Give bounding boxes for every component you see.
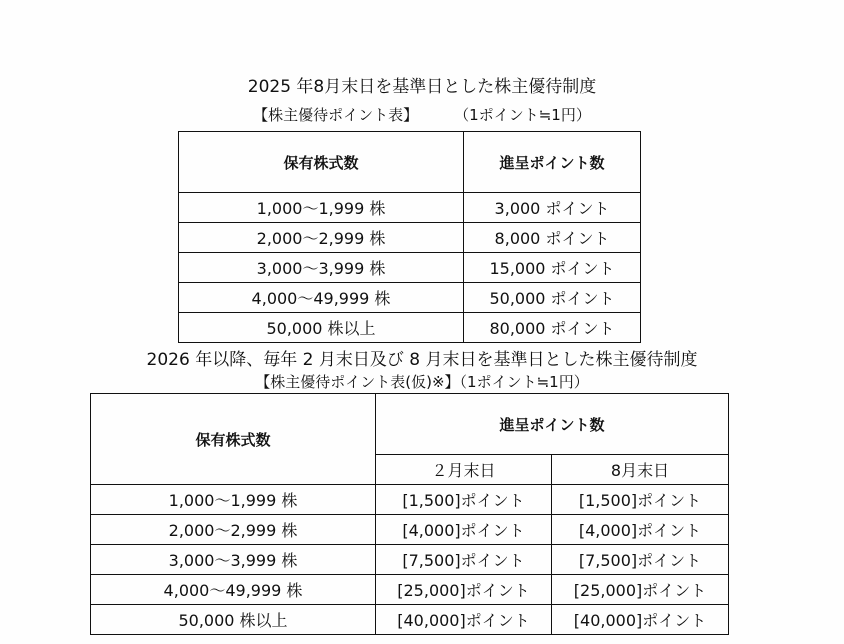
table-header-row: [179, 132, 641, 193]
header-points: 進呈ポイント数: [376, 394, 729, 455]
cell-feb-points: [40,000]ポイント: [376, 605, 552, 635]
cell-feb-points: [25,000]ポイント: [376, 575, 552, 605]
table-row: [91, 515, 729, 545]
cell-shares: 50,000 株以上: [91, 605, 376, 635]
cell-points: 8,000 ポイント: [464, 223, 641, 253]
section2-title: 2026 年以降、毎年 2 月末日及び 8 月末日を基準日とした株主優待制度: [146, 350, 698, 370]
cell-points: 3,000 ポイント: [464, 193, 641, 223]
table-row: [179, 223, 641, 253]
section1-subtitle-table-name: 【株主優待ポイント表】: [253, 106, 419, 124]
cell-aug-points: [25,000]ポイント: [552, 575, 729, 605]
cell-points: 80,000 ポイント: [464, 313, 641, 343]
cell-feb-points: [4,000]ポイント: [376, 515, 552, 545]
section2-subtitle: 【株主優待ポイント表(仮)※】（1ポイント≒1円）: [255, 373, 589, 391]
cell-feb-points: [7,500]ポイント: [376, 545, 552, 575]
cell-shares: 3,000～3,999 株: [179, 253, 464, 283]
header-shares: 保有株式数: [91, 394, 376, 485]
table-header-row: [91, 394, 729, 455]
cell-shares: 2,000～2,999 株: [91, 515, 376, 545]
cell-shares: 1,000～1,999 株: [179, 193, 464, 223]
table-row: [91, 605, 729, 635]
table-row: [179, 253, 641, 283]
cell-aug-points: [1,500]ポイント: [552, 485, 729, 515]
table-row: [179, 283, 641, 313]
table-row: [91, 545, 729, 575]
cell-shares: 1,000～1,999 株: [91, 485, 376, 515]
section1-subtitle-rate: （1ポイント≒1円）: [454, 106, 591, 124]
table-row: [91, 575, 729, 605]
cell-shares: 50,000 株以上: [179, 313, 464, 343]
cell-aug-points: [4,000]ポイント: [552, 515, 729, 545]
table-row: [91, 485, 729, 515]
cell-shares: 4,000～49,999 株: [179, 283, 464, 313]
section1-subtitle: [0, 106, 844, 124]
subheader-aug: 8月末日: [552, 455, 729, 485]
cell-shares: 2,000～2,999 株: [179, 223, 464, 253]
header-shares: 保有株式数: [179, 132, 464, 193]
points-table-2026: [90, 393, 729, 635]
section1-title: 2025 年8月末日を基準日とした株主優待制度: [247, 77, 597, 97]
header-points: 進呈ポイント数: [464, 132, 641, 193]
cell-shares: 4,000～49,999 株: [91, 575, 376, 605]
cell-feb-points: [1,500]ポイント: [376, 485, 552, 515]
subheader-feb: ２月末日: [376, 455, 552, 485]
cell-points: 50,000 ポイント: [464, 283, 641, 313]
cell-aug-points: [7,500]ポイント: [552, 545, 729, 575]
table-row: [179, 313, 641, 343]
cell-shares: 3,000～3,999 株: [91, 545, 376, 575]
cell-points: 15,000 ポイント: [464, 253, 641, 283]
cell-aug-points: [40,000]ポイント: [552, 605, 729, 635]
points-table-2025: [178, 131, 641, 343]
table-row: [179, 193, 641, 223]
